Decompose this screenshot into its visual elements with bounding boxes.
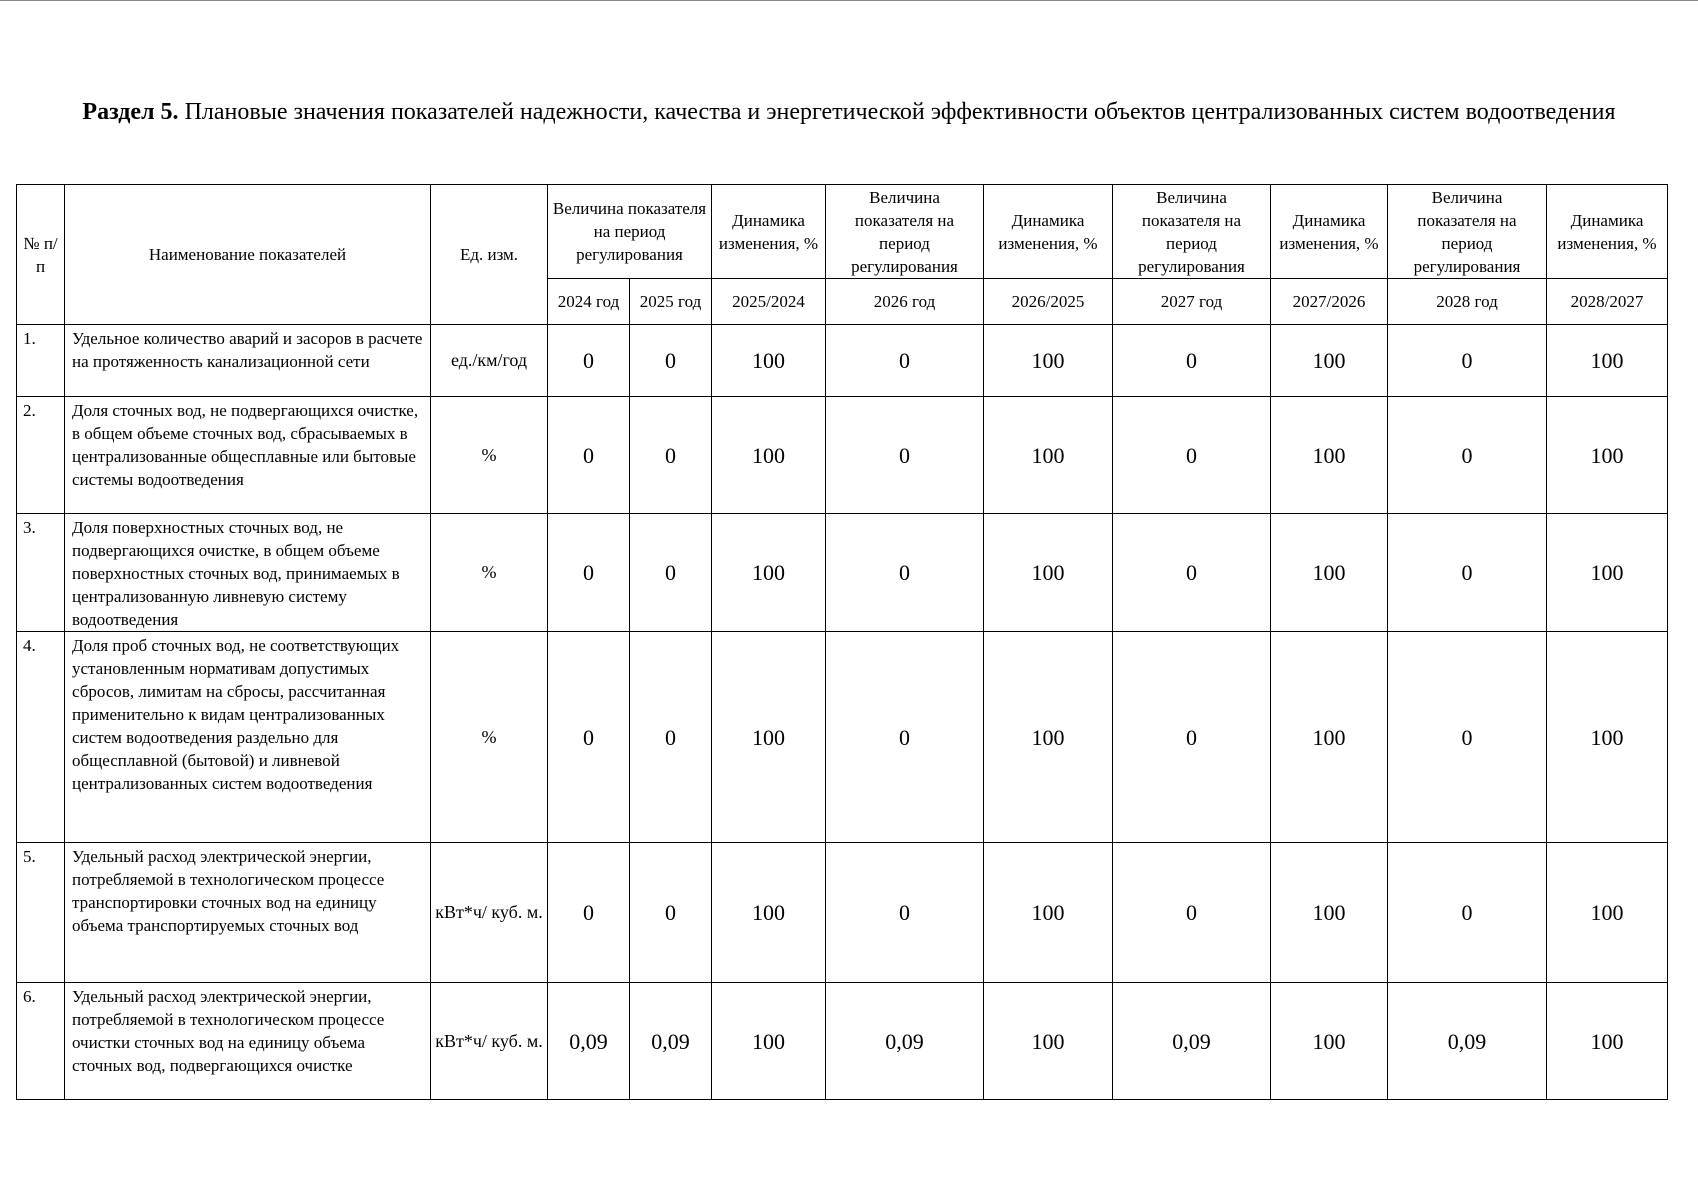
value-2028: 0 — [1388, 325, 1547, 397]
dynamics-2027-2026: 100 — [1271, 325, 1388, 397]
value-2025: 0 — [630, 325, 712, 397]
dynamics-2027-2026: 100 — [1271, 397, 1388, 514]
top-rule — [0, 0, 1698, 1]
dynamics-2025-2024: 100 — [712, 632, 826, 843]
indicator-unit: % — [431, 397, 548, 514]
header-dynamics-2027: Динамика изменения, % — [1271, 185, 1388, 279]
dynamics-2025-2024: 100 — [712, 514, 826, 632]
section-title-text: Плановые значения показателей надежности, качества и энергетической эффективности объектов централизованных систем водоотведения — [184, 99, 1616, 125]
value-2025: 0 — [630, 843, 712, 983]
row-number: 2. — [17, 397, 65, 514]
indicator-unit: кВт*ч/ куб. м. — [431, 983, 548, 1100]
dynamics-2026-2025: 100 — [984, 632, 1113, 843]
dynamics-2026-2025: 100 — [984, 843, 1113, 983]
value-2028: 0 — [1388, 514, 1547, 632]
indicator-unit: % — [431, 632, 548, 843]
value-2028: 0 — [1388, 632, 1547, 843]
value-2026: 0 — [826, 397, 984, 514]
value-2024: 0 — [548, 325, 630, 397]
value-2028: 0 — [1388, 843, 1547, 983]
value-2024: 0 — [548, 843, 630, 983]
indicator-unit: ед./км/год — [431, 325, 548, 397]
value-2026: 0 — [826, 514, 984, 632]
header-value-period-2026: Величина показателя на период регулирования — [826, 185, 984, 279]
value-2025: 0,09 — [630, 983, 712, 1100]
value-2028: 0 — [1388, 397, 1547, 514]
dynamics-2026-2025: 100 — [984, 514, 1113, 632]
table-row — [17, 632, 1668, 843]
header-year-2026: 2026 год — [826, 279, 984, 325]
indicator-name: Доля поверхностных сточных вод, не подвергающихся очистке, в общем объеме поверхностных сточных вод, принимаемых в централизованную ливневую систему водоотведения — [65, 514, 431, 632]
dynamics-2028-2027: 100 — [1547, 983, 1668, 1100]
table-row — [17, 514, 1668, 632]
dynamics-2027-2026: 100 — [1271, 514, 1388, 632]
row-number: 4. — [17, 632, 65, 843]
indicator-name: Удельное количество аварий и засоров в расчете на протяженность канализационной сети — [65, 325, 431, 397]
table-row — [17, 397, 1668, 514]
header-dynamics-2028: Динамика изменения, % — [1547, 185, 1668, 279]
value-2027: 0,09 — [1113, 983, 1271, 1100]
value-2024: 0 — [548, 632, 630, 843]
value-2024: 0 — [548, 397, 630, 514]
header-value-period-2027: Величина показателя на период регулирования — [1113, 185, 1271, 279]
header-dynamics-2026: Динамика изменения, % — [984, 185, 1113, 279]
dynamics-2027-2026: 100 — [1271, 632, 1388, 843]
value-2027: 0 — [1113, 514, 1271, 632]
indicator-name: Доля сточных вод, не подвергающихся очистке, в общем объеме сточных вод, сбрасываемых в централизованные общесплавные или бытовые системы водоотведения — [65, 397, 431, 514]
dynamics-2025-2024: 100 — [712, 325, 826, 397]
header-ratio-2025-2024: 2025/2024 — [712, 279, 826, 325]
value-2025: 0 — [630, 632, 712, 843]
header-year-2024: 2024 год — [548, 279, 630, 325]
dynamics-2028-2027: 100 — [1547, 514, 1668, 632]
value-2028: 0,09 — [1388, 983, 1547, 1100]
value-2027: 0 — [1113, 397, 1271, 514]
header-row-main — [17, 185, 1668, 279]
row-number: 1. — [17, 325, 65, 397]
value-2025: 0 — [630, 514, 712, 632]
section-label: Раздел 5. — [82, 99, 179, 125]
header-ratio-2026-2025: 2026/2025 — [984, 279, 1113, 325]
header-value-period-2028: Величина показателя на период регулирования — [1388, 185, 1547, 279]
indicator-name: Доля проб сточных вод, не соответствующих установленным нормативам допустимых сбросов, лимитам на сбросы, рассчитанная применительно к видам централизованных систем водоотведения раздельно для общесплавной (бытовой) и ливневой централизованных систем водоотведения — [65, 632, 431, 843]
dynamics-2025-2024: 100 — [712, 983, 826, 1100]
dynamics-2026-2025: 100 — [984, 397, 1113, 514]
value-2026: 0,09 — [826, 983, 984, 1100]
dynamics-2028-2027: 100 — [1547, 325, 1668, 397]
header-ratio-2028-2027: 2028/2027 — [1547, 279, 1668, 325]
dynamics-2026-2025: 100 — [984, 983, 1113, 1100]
value-2026: 0 — [826, 632, 984, 843]
header-dynamics-2025: Динамика изменения, % — [712, 185, 826, 279]
value-2026: 0 — [826, 843, 984, 983]
indicators-table — [16, 184, 1668, 1100]
header-name: Наименование показателей — [65, 185, 431, 325]
indicator-name: Удельный расход электрической энергии, потребляемой в технологическом процессе очистки сточных вод на единицу объема сточных вод, подвергающихся очистке — [65, 983, 431, 1100]
row-number: 5. — [17, 843, 65, 983]
value-2024: 0 — [548, 514, 630, 632]
row-number: 6. — [17, 983, 65, 1100]
table-row — [17, 325, 1668, 397]
header-year-2027: 2027 год — [1113, 279, 1271, 325]
value-2026: 0 — [826, 325, 984, 397]
page-title — [40, 96, 1658, 128]
header-year-2028: 2028 год — [1388, 279, 1547, 325]
header-num: № п/п — [17, 185, 65, 325]
header-unit: Ед. изм. — [431, 185, 548, 325]
dynamics-2025-2024: 100 — [712, 397, 826, 514]
value-2027: 0 — [1113, 843, 1271, 983]
dynamics-2028-2027: 100 — [1547, 632, 1668, 843]
header-value-period-2024-2025: Величина показателя на период регулирования — [548, 185, 712, 279]
row-number: 3. — [17, 514, 65, 632]
header-year-2025: 2025 год — [630, 279, 712, 325]
dynamics-2027-2026: 100 — [1271, 843, 1388, 983]
indicator-unit: кВт*ч/ куб. м. — [431, 843, 548, 983]
indicator-unit: % — [431, 514, 548, 632]
table-row — [17, 983, 1668, 1100]
table-row — [17, 843, 1668, 983]
dynamics-2026-2025: 100 — [984, 325, 1113, 397]
value-2027: 0 — [1113, 325, 1271, 397]
dynamics-2027-2026: 100 — [1271, 983, 1388, 1100]
dynamics-2028-2027: 100 — [1547, 843, 1668, 983]
value-2025: 0 — [630, 397, 712, 514]
header-ratio-2027-2026: 2027/2026 — [1271, 279, 1388, 325]
dynamics-2028-2027: 100 — [1547, 397, 1668, 514]
value-2024: 0,09 — [548, 983, 630, 1100]
dynamics-2025-2024: 100 — [712, 843, 826, 983]
indicator-name: Удельный расход электрической энергии, потребляемой в технологическом процессе транспортировки сточных вод на единицу объема транспортируемых сточных вод — [65, 843, 431, 983]
value-2027: 0 — [1113, 632, 1271, 843]
